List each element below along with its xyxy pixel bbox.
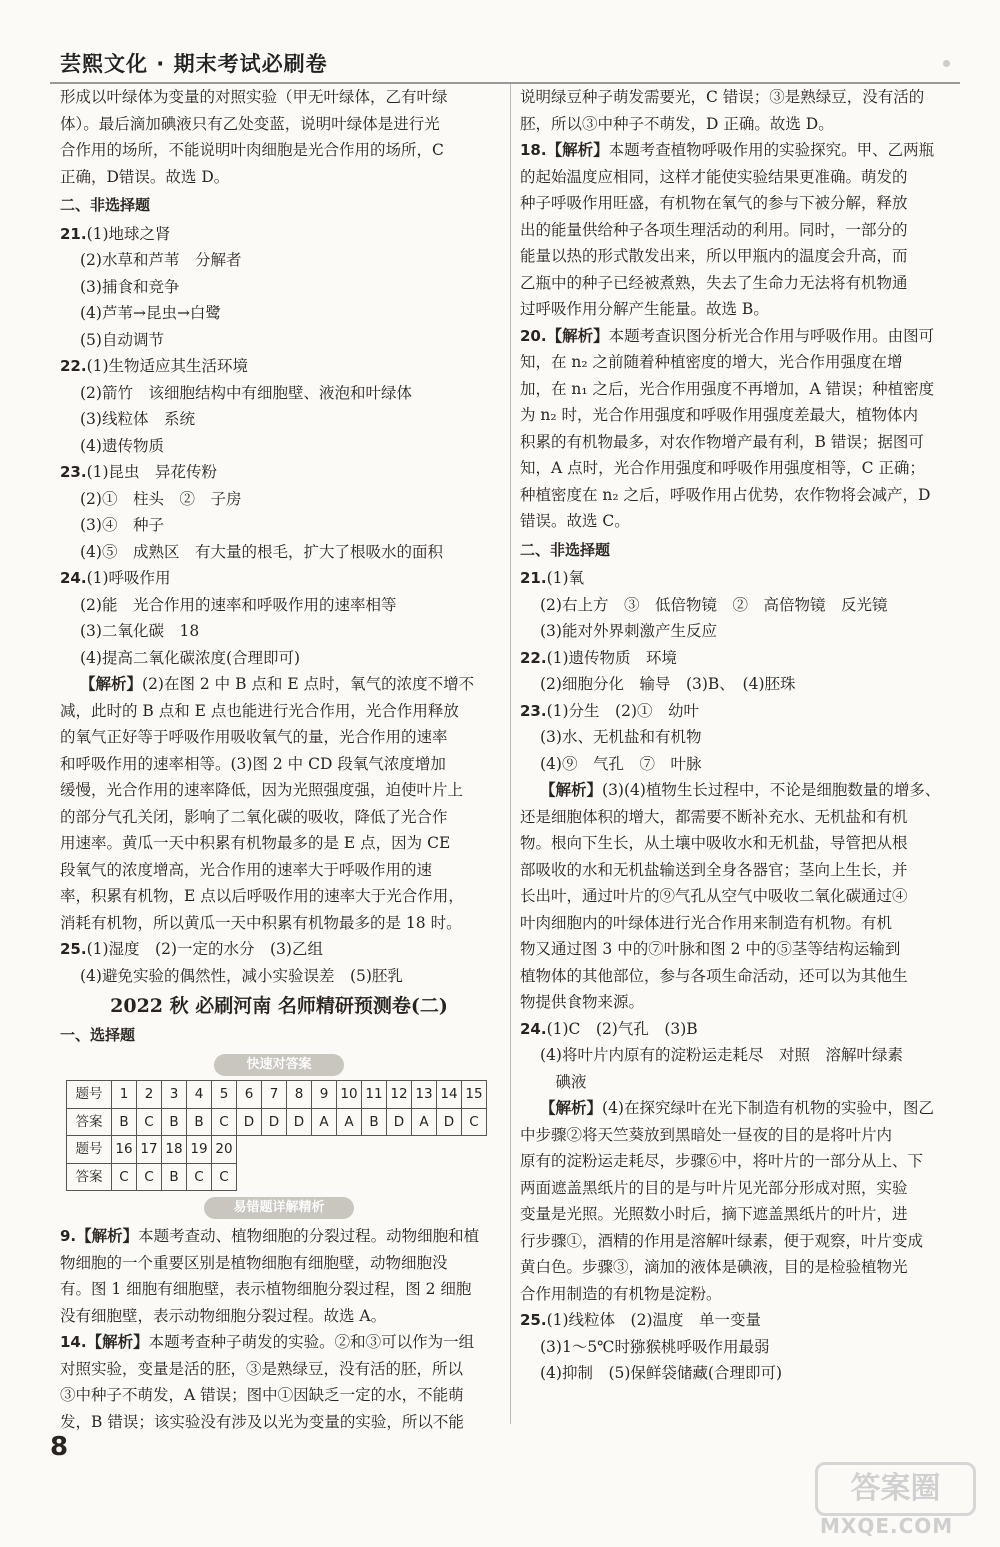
answer-line: (1)氧 — [546, 569, 585, 587]
table-cell: 4 — [187, 1081, 212, 1109]
table-cell: 6 — [237, 1081, 262, 1109]
table-cell: 9 — [312, 1081, 337, 1109]
table-cell: D — [262, 1108, 287, 1136]
table-cell: 7 — [262, 1081, 287, 1109]
column-divider — [510, 84, 511, 1424]
table-cell: C — [137, 1108, 162, 1136]
answer-line: (1)生物适应其生活环境 — [86, 357, 249, 375]
question-23 — [60, 459, 498, 486]
answer-line: (4)抑制 (5)保鲜袋储藏(合理即可) — [540, 1364, 783, 1382]
left-top-line-2: 体）。最后滴加碘液只有乙处变蓝，说明叶绿体是进行光 — [60, 114, 440, 133]
analysis-line: 还是细胞体积的增大，都需要不断补充水、无机盐和有机 — [520, 807, 908, 826]
section-heading: 二、非选择题 — [60, 196, 151, 214]
question-24 — [520, 1016, 970, 1043]
question-23 — [520, 698, 970, 725]
analysis-line: 物又通过图 3 中的⑦叶脉和图 2 中的⑤茎等结构运输到 — [520, 940, 901, 958]
section-heading: 一、选择题 — [60, 1025, 136, 1044]
question-number: 23. — [520, 701, 547, 720]
analysis-label: 【解析】 — [80, 675, 143, 693]
answer-line: (2)① 柱头 ② 子房 — [80, 489, 242, 508]
table-cell: 13 — [412, 1081, 437, 1109]
analysis-line: 没有细胞壁，表示动物细胞分裂过程。故选 A。 — [60, 1306, 387, 1325]
answer-line: (4)芦苇→昆虫→白鹭 — [80, 304, 221, 322]
analysis-line: 有。图 1 细胞有细胞壁，表示植物细胞分裂过程，图 2 细胞 — [60, 1280, 472, 1298]
answer-line: (3)线粒体 系统 — [80, 410, 195, 428]
page-header: 芸熙文化 · 期末考试必刷卷 — [60, 52, 328, 76]
table-cell: B — [187, 1108, 212, 1136]
analysis-line: 两面遮盖黑纸片的目的是与叶片见光部分形成对照，实验 — [520, 1178, 908, 1197]
table-cell: A — [412, 1108, 437, 1136]
answer-line: (2)右上方 ③ 低倍物镜 ② 高倍物镜 反光镜 — [540, 595, 888, 614]
left-top-line-1: 形成以叶绿体为变量的对照实验（甲无叶绿体，乙有叶绿 — [60, 88, 448, 106]
analysis-label: 【解析】 — [546, 326, 609, 345]
analysis-line: 中步骤②将天竺葵放到黑暗处一昼夜的目的是将叶片内 — [520, 1125, 893, 1144]
analysis-line: 率，积累有机物，E 点以后呼吸作用的速率大于光合作用， — [60, 887, 464, 905]
analysis-line: 行步骤①，酒精的作用是溶解叶绿素，便于观察，叶片变成 — [520, 1231, 924, 1250]
right-column — [520, 84, 970, 1387]
analysis-line: 的部分气孔关闭，影响了二氧化碳的吸收，降低了光合作 — [60, 807, 448, 826]
analysis-line: 出的能量供给种子各项生理活动的利用。同时，一部分的 — [520, 220, 908, 239]
table-header-cell: 题号 — [67, 1136, 112, 1164]
analysis-line: 对照实验，变量是活的胚，③是熟绿豆，没有活的胚，所以 — [60, 1359, 464, 1378]
analysis-line: 的氧气正好等于呼吸作用吸收氧气的量，光合作用的速率 — [60, 728, 448, 746]
watermark-url: MXQE.COM — [820, 1514, 954, 1538]
analysis-line: 黄白色。步骤③，滴加的液体是碘液，目的是检验植物光 — [520, 1258, 908, 1276]
question-number: 25. — [60, 940, 87, 958]
analysis-line: 用速率。黄瓜一天中积累有机物最多的是 E 点，因为 CE — [60, 834, 451, 852]
analysis-text: (4)在探究绿叶在光下制造有机物的实验中，图乙 — [602, 1099, 934, 1117]
page-number: 8 — [50, 1432, 69, 1462]
table-cell: 16 — [112, 1136, 137, 1164]
answer-line: (1)昆虫 异花传粉 — [86, 463, 218, 481]
answer-line: (4)将叶片内原有的淀粉运走耗尽 对照 溶解叶绿素 — [540, 1046, 903, 1064]
table-cell: C — [187, 1163, 212, 1191]
question-21 — [60, 221, 498, 248]
analysis-text: 本题考查种子萌发的实验。②和③可以作为一组 — [148, 1333, 475, 1351]
question-number: 21. — [60, 224, 87, 243]
answer-line: (1)呼吸作用 — [86, 569, 171, 587]
analysis-line: 缓慢，光合作用的速率降低，因为光照强度强，迫使叶片上 — [60, 781, 464, 799]
analysis-line: 长出叶，通过叶片的⑨气孔从空气中吸收二氧化碳通过④ — [520, 887, 908, 905]
table-header-cell: 答案 — [67, 1108, 112, 1136]
analysis-line: 部吸收的水和无机盐输送到全身各器官；茎向上生长，并 — [520, 860, 908, 879]
table-cell: 20 — [212, 1136, 237, 1164]
table-cell: C — [212, 1108, 237, 1136]
answer-table — [66, 1080, 487, 1191]
table-cell: B — [162, 1163, 187, 1191]
analysis-label: 【解析】 — [540, 1099, 603, 1117]
analysis-text: 本题考查动、植物细胞的分裂过程。动物细胞和植 — [138, 1227, 480, 1245]
question-18 — [520, 137, 970, 164]
table-row — [67, 1136, 487, 1164]
table-cell: 17 — [137, 1136, 162, 1164]
table-cell: 2 — [137, 1081, 162, 1109]
table-header-cell: 题号 — [67, 1081, 112, 1109]
answer-line: (3)能对外界刺激产生反应 — [540, 622, 717, 640]
question-number: 14. — [60, 1333, 87, 1351]
table-cell: D — [437, 1108, 462, 1136]
table-cell: 18 — [162, 1136, 187, 1164]
analysis-line: 原有的淀粉运走耗尽，步骤⑥中，将叶片的一部分从上、下 — [520, 1152, 924, 1170]
table-cell: 10 — [337, 1081, 362, 1109]
question-number: 21. — [520, 569, 547, 587]
table-cell: A — [337, 1108, 362, 1136]
answer-line: (1)分生 (2)① 幼叶 — [546, 701, 699, 720]
answer-line: (3)④ 种子 — [80, 516, 164, 534]
analysis-line — [520, 777, 970, 804]
table-cell: 12 — [387, 1081, 412, 1109]
analysis-line — [60, 671, 498, 698]
right-top-line-1: 说明绿豆种子萌发需要光，C 错误；③是熟绿豆，没有活的 — [520, 88, 925, 106]
table-cell: 1 — [112, 1081, 137, 1109]
analysis-line: 能量以热的形式散发出来，所以甲瓶内的温度会升高，而 — [520, 247, 908, 265]
analysis-line: 加，在 n₁ 之后，光合作用强度不再增加，A 错误；种植密度 — [520, 379, 935, 398]
answer-line: (2)细胞分化 输导 (3)B、 (4)胚珠 — [540, 675, 796, 693]
answer-line: (3)水、无机盐和有机物 — [540, 728, 702, 746]
question-22 — [520, 645, 970, 672]
question-number: 25. — [520, 1311, 547, 1329]
analysis-line: ③中种子不萌发，A 错误；图中①因缺乏一定的水，不能萌 — [60, 1386, 464, 1404]
question-20 — [520, 323, 970, 350]
question-number: 9. — [60, 1227, 77, 1245]
table-cell: B — [362, 1108, 387, 1136]
answer-line: (1)地球之肾 — [86, 224, 171, 243]
question-25 — [60, 936, 498, 963]
table-cell: 5 — [212, 1081, 237, 1109]
answer-line: (2)水草和芦苇 分解者 — [80, 251, 242, 269]
question-22 — [60, 353, 498, 380]
watermark-logo: 答案圈 — [815, 1462, 976, 1516]
answer-line: (5)自动调节 — [80, 330, 164, 349]
corner-dot — [943, 60, 950, 67]
analysis-line: 的起始温度应相同，这样才能使实验结果更准确。萌发的 — [520, 167, 908, 186]
analysis-text: 本题考查植物呼吸作用的实验探究。甲、乙两瓶 — [608, 141, 935, 159]
analysis-line: 过呼吸作用分解产生能量。故选 B。 — [520, 300, 769, 318]
table-cell: D — [287, 1108, 312, 1136]
quick-answer-banner: 快速对答案 — [214, 1054, 344, 1076]
right-top-line-2: 胚，所以③中种子不萌发，D 正确。故选 D。 — [520, 114, 834, 133]
table-cell: 11 — [362, 1081, 387, 1109]
question-number: 23. — [60, 463, 87, 481]
analysis-line: 积累的有机物最多，对农作物增产最有利，B 错误；据图可 — [520, 432, 924, 451]
analysis-line: 为 n₂ 时，光合作用强度和呼吸作用强度差最大，植物体内 — [520, 406, 919, 424]
analysis-line: 乙瓶中的种子已经被煮熟，失去了生命力无法将有机物通 — [520, 273, 908, 292]
table-cell: B — [112, 1108, 137, 1136]
answer-line: (1)C (2)气孔 (3)B — [546, 1019, 698, 1038]
analysis-line: 种子呼吸作用旺盛，有机物在氧气的参与下被分解，释放 — [520, 194, 908, 212]
analysis-line: 物提供食物来源。 — [520, 993, 645, 1011]
table-cell: D — [387, 1108, 412, 1136]
analysis-line: 合作用制造的有机物是淀粉。 — [520, 1284, 722, 1303]
answer-line: (3)二氧化碳 18 — [80, 622, 200, 640]
exam-title: 2022 秋 必刷河南 名师精研预测卷(二) — [110, 995, 448, 1017]
table-cell: 19 — [187, 1136, 212, 1164]
analysis-label: 【解析】 — [546, 141, 609, 159]
left-top-line-3: 合作用的场所，不能说明叶肉细胞是光合作用的场所，C — [60, 141, 444, 159]
table-cell: 3 — [162, 1081, 187, 1109]
answer-line: (4)遗传物质 — [80, 436, 164, 455]
analysis-line: 减，此时的 B 点和 E 点也能进行光合作用，光合作用释放 — [60, 701, 459, 720]
table-cell: C — [212, 1163, 237, 1191]
answer-line: (2)箭竹 该细胞结构中有细胞壁、液泡和叶绿体 — [80, 383, 412, 402]
table-cell: 15 — [462, 1081, 487, 1109]
answer-line: (4)避免实验的偶然性，减小实验误差 (5)胚乳 — [80, 966, 403, 985]
question-number: 24. — [60, 569, 87, 587]
analysis-label: 【解析】 — [86, 1333, 149, 1351]
question-24 — [60, 565, 498, 592]
analysis-line: 知，A 点时，光合作用强度和呼吸作用强度相等，C 正确； — [520, 459, 925, 477]
analysis-line: 错误。故选 C。 — [520, 512, 630, 530]
analysis-line: 变量是光照。光照数小时后，摘下遮盖黑纸片的叶片，进 — [520, 1205, 908, 1223]
analysis-text: (2)在图 2 中 B 点和 E 点时，氧气的浓度不增不 — [142, 675, 475, 693]
answer-line: (4)提高二氧化碳浓度(合理即可) — [80, 648, 301, 667]
analysis-line: 消耗有机物，所以黄瓜一天中积累有机物最多的是 18 时。 — [60, 913, 462, 932]
analysis-text: 本题考查识图分析光合作用与呼吸作用。由图可 — [608, 326, 935, 345]
question-14 — [60, 1329, 498, 1356]
table-header-cell: 答案 — [67, 1163, 112, 1191]
table-row — [67, 1163, 487, 1191]
analysis-line: 种植密度在 n₂ 之后，呼吸作用占优势，农作物将会减产，D — [520, 485, 931, 504]
question-9 — [60, 1223, 498, 1250]
left-column — [60, 84, 498, 1435]
analysis-line: 发，B 错误；该实验没有涉及以光为变量的实验，所以不能 — [60, 1412, 464, 1431]
analysis-label: 【解析】 — [76, 1227, 139, 1245]
error-analysis-banner: 易错题详解精析 — [204, 1197, 354, 1219]
analysis-label: 【解析】 — [540, 781, 603, 799]
table-cell: A — [312, 1108, 337, 1136]
answer-line: (1)湿度 (2)一定的水分 (3)乙组 — [86, 940, 323, 958]
analysis-line: 叶肉细胞内的叶绿体进行光合作用来制造有机物。有机 — [520, 913, 893, 932]
answer-line: 碘液 — [540, 1072, 587, 1091]
analysis-line: 植物体的其他部位，参与各项生命活动，还可以为其他生 — [520, 966, 908, 985]
answer-line: (3)1～5℃时猕猴桃呼吸作用最弱 — [540, 1337, 770, 1356]
analysis-line: 段氧气的浓度增高，光合作用的速率大于呼吸作用的速 — [60, 860, 433, 879]
question-number: 20. — [520, 326, 547, 345]
analysis-line — [520, 1095, 970, 1122]
analysis-text: (3)(4)植物生长过程中，不论是细胞数量的增多、 — [602, 781, 941, 799]
table-cell: 8 — [287, 1081, 312, 1109]
question-number: 24. — [520, 1019, 547, 1038]
answer-line: (1)线粒体 (2)温度 单一变量 — [546, 1311, 761, 1329]
answer-line: (1)遗传物质 环境 — [546, 648, 678, 667]
answer-line: (4)⑤ 成熟区 有大量的根毛，扩大了根吸水的面积 — [80, 542, 443, 561]
question-number: 22. — [60, 357, 87, 375]
section-heading: 二、非选择题 — [520, 540, 611, 559]
question-21 — [520, 565, 970, 592]
answer-line: (4)⑨ 气孔 ⑦ 叶脉 — [540, 754, 702, 773]
table-row — [67, 1108, 487, 1136]
table-cell: 14 — [437, 1081, 462, 1109]
table-cell: C — [112, 1163, 137, 1191]
table-cell: C — [462, 1108, 487, 1136]
table-cell: C — [137, 1163, 162, 1191]
answer-line: (3)捕食和竞争 — [80, 277, 180, 296]
analysis-line: 知，在 n₂ 之前随着种植密度的增大，光合作用强度在增 — [520, 353, 903, 371]
table-cell: D — [237, 1108, 262, 1136]
answer-line: (2)能 光合作用的速率和呼吸作用的速率相等 — [80, 595, 397, 614]
question-number: 18. — [520, 141, 547, 159]
analysis-line: 和呼吸作用的速率相等。(3)图 2 中 CD 段氧气浓度增加 — [60, 754, 446, 773]
left-top-line-4: 正确，D错误。故选 D。 — [60, 167, 230, 186]
analysis-line: 物。根向下生长，从土壤中吸收水和无机盐，导管把从根 — [520, 834, 908, 852]
analysis-line: 物细胞的一个重要区别是植物细胞有细胞壁，动物细胞没 — [60, 1253, 448, 1272]
question-number: 22. — [520, 648, 547, 667]
table-row — [67, 1081, 487, 1109]
table-cell: B — [162, 1108, 187, 1136]
question-25 — [520, 1307, 970, 1334]
